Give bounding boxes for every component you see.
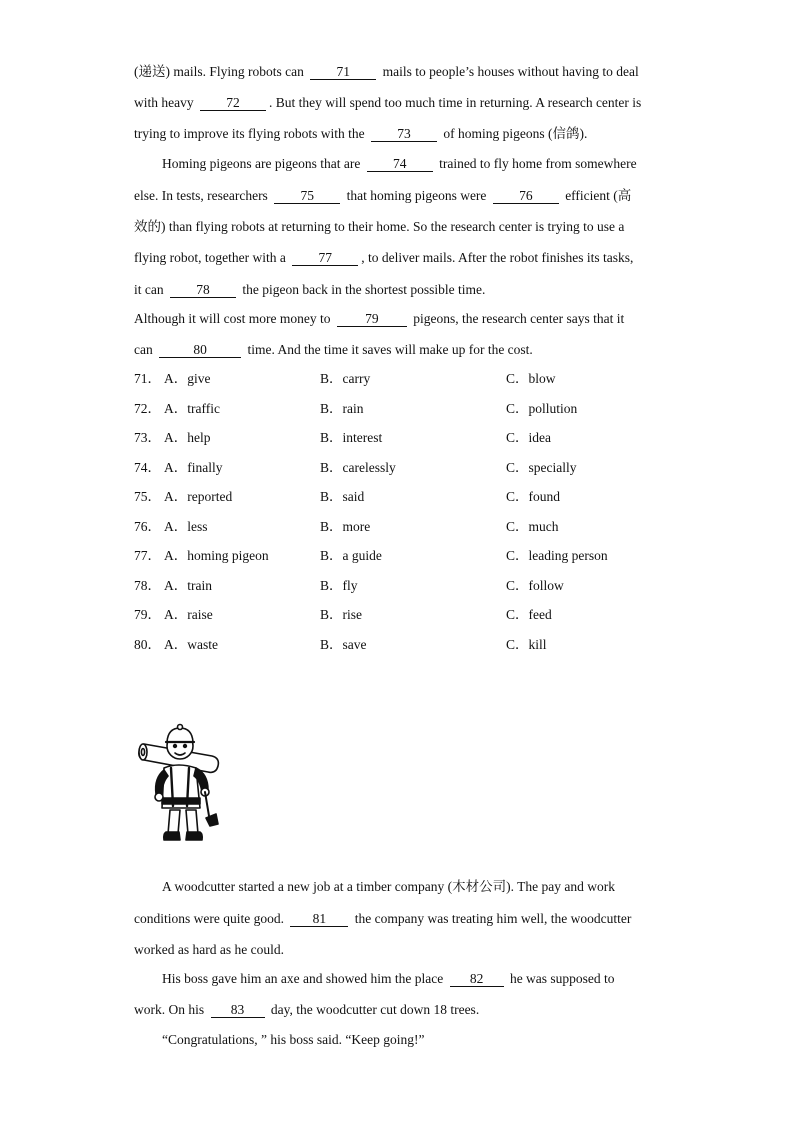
blank-71[interactable]: 71 (310, 64, 376, 80)
passage1-line-8 (134, 281, 485, 299)
blank-76[interactable]: 76 (493, 188, 559, 204)
blank-80[interactable]: 80 (159, 342, 241, 358)
option-c[interactable]: C．kill (506, 637, 547, 652)
text: His boss gave him an axe and showed him the place (162, 971, 444, 986)
text: conditions were quite good. (134, 911, 284, 926)
option-row-78 (134, 577, 674, 595)
passage2-line-4 (162, 970, 615, 988)
text: mails to people’s houses without having to deal (382, 64, 639, 79)
option-b[interactable]: B．carry (320, 371, 371, 386)
text: the pigeon back in the shortest possible time. (242, 282, 486, 297)
text: of homing pigeons (信鸽). (443, 126, 588, 141)
text: flying robot, together with a (134, 250, 286, 265)
text: (递送) mails. Flying robots can (134, 64, 304, 79)
option-row-71 (134, 370, 674, 388)
option-a[interactable]: A．help (164, 430, 211, 445)
option-c[interactable]: C．blow (506, 371, 556, 386)
question-number: 71． (134, 371, 161, 386)
text: “Congratulations, ” his boss said. “Keep going!” (162, 1032, 425, 1047)
passage1-line-4 (162, 155, 637, 173)
option-c[interactable]: C．feed (506, 607, 552, 622)
option-row-76 (134, 518, 674, 536)
blank-72[interactable]: 72 (200, 95, 266, 111)
blank-81[interactable]: 81 (290, 911, 348, 927)
text: else. In tests, researchers (134, 188, 268, 203)
option-row-75 (134, 488, 674, 506)
option-c[interactable]: C．leading person (506, 548, 608, 563)
passage2-line-6 (162, 1031, 424, 1049)
option-a[interactable]: A．waste (164, 637, 218, 652)
text: can (134, 342, 153, 357)
blank-79[interactable]: 79 (337, 311, 407, 327)
option-a[interactable]: A．raise (164, 607, 213, 622)
woodcutter-illustration (138, 722, 224, 844)
text: time. And the time it saves will make up for the cost. (247, 342, 533, 357)
option-a[interactable]: A．less (164, 519, 208, 534)
option-a[interactable]: A．give (164, 371, 211, 386)
option-b[interactable]: B．said (320, 489, 365, 504)
question-number: 78． (134, 578, 161, 593)
option-b[interactable]: B．fly (320, 578, 358, 593)
passage2-line-3 (134, 941, 284, 959)
text: that homing pigeons were (346, 188, 487, 203)
option-b[interactable]: B．carelessly (320, 460, 396, 475)
text: Homing pigeons are pigeons that are (162, 156, 361, 171)
text: pigeons, the research center says that it (413, 311, 625, 326)
question-number: 75． (134, 489, 161, 504)
option-b[interactable]: B．rain (320, 401, 364, 416)
option-c[interactable]: C．found (506, 489, 560, 504)
text: trained to fly home from somewhere (439, 156, 637, 171)
text: the company was treating him well, the woodcutter (354, 911, 632, 926)
option-row-79 (134, 606, 674, 624)
option-c[interactable]: C．much (506, 519, 559, 534)
option-row-74 (134, 459, 674, 477)
passage2-line-2 (134, 910, 631, 928)
option-a[interactable]: A．train (164, 578, 212, 593)
option-row-72 (134, 400, 674, 418)
option-a[interactable]: A．finally (164, 460, 223, 475)
option-row-77 (134, 547, 674, 565)
question-number: 77． (134, 548, 161, 563)
text: A woodcutter started a new job at a timber company (木材公司). The pay and work (162, 879, 616, 894)
option-c[interactable]: C．specially (506, 460, 577, 475)
option-b[interactable]: B．a guide (320, 548, 382, 563)
blank-74[interactable]: 74 (367, 156, 433, 172)
question-number: 72． (134, 401, 161, 416)
blank-75[interactable]: 75 (274, 188, 340, 204)
passage1-line-5 (134, 187, 631, 205)
option-a[interactable]: A．reported (164, 489, 233, 504)
question-number: 73． (134, 430, 161, 445)
question-number: 80． (134, 637, 161, 652)
option-c[interactable]: C．pollution (506, 401, 578, 416)
passage1-line-1 (134, 63, 639, 81)
text: . But they will spend too much time in returning. A research center is (269, 95, 642, 110)
option-row-80 (134, 636, 674, 654)
option-row-73 (134, 429, 674, 447)
passage1-line-6 (134, 218, 624, 236)
text: 效的) than flying robots at returning to their home. So the research center is trying to use a (134, 219, 625, 234)
option-a[interactable]: A．homing pigeon (164, 548, 269, 563)
blank-83[interactable]: 83 (211, 1002, 265, 1018)
blank-73[interactable]: 73 (371, 126, 437, 142)
option-b[interactable]: B．more (320, 519, 371, 534)
option-c[interactable]: C．idea (506, 430, 551, 445)
option-b[interactable]: B．save (320, 637, 367, 652)
text: worked as hard as he could. (134, 942, 284, 957)
text: he was supposed to (509, 971, 615, 986)
text: trying to improve its flying robots with the (134, 126, 365, 141)
question-number: 76． (134, 519, 161, 534)
passage1-line-7 (134, 249, 633, 267)
passage2-line-1 (162, 878, 615, 896)
text: efficient (高 (565, 188, 632, 203)
text: , to deliver mails. After the robot finishes its tasks, (361, 250, 634, 265)
passage2-line-5 (134, 1001, 479, 1019)
text: day, the woodcutter cut down 18 trees. (270, 1002, 480, 1017)
text: with heavy (134, 95, 194, 110)
text: work. On his (134, 1002, 205, 1017)
blank-78[interactable]: 78 (170, 282, 236, 298)
passage1-line-10 (134, 341, 533, 359)
option-c[interactable]: C．follow (506, 578, 564, 593)
text: Although it will cost more money to (134, 311, 331, 326)
blank-82[interactable]: 82 (450, 971, 504, 987)
passage1-line-9 (134, 310, 624, 328)
text: it can (134, 282, 164, 297)
question-number: 74． (134, 460, 161, 475)
blank-77[interactable]: 77 (292, 250, 358, 266)
option-b[interactable]: B．rise (320, 607, 362, 622)
option-a[interactable]: A．traffic (164, 401, 220, 416)
question-number: 79． (134, 607, 161, 622)
passage1-line-3 (134, 125, 587, 143)
passage1-line-2 (134, 94, 641, 112)
option-b[interactable]: B．interest (320, 430, 383, 445)
